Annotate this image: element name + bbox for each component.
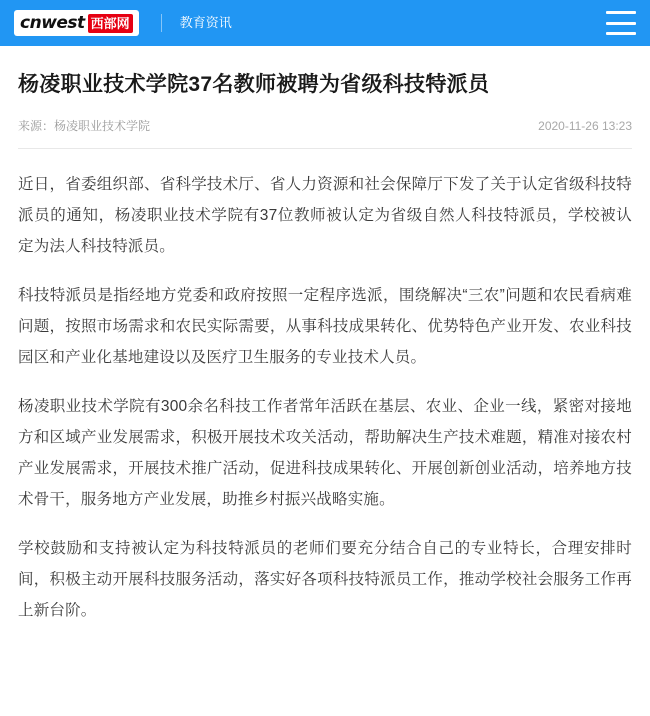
article-date: 2020-11-26 13:23 [538,118,632,133]
channel-label[interactable]: 教育资讯 [161,14,232,32]
article-paragraph: 科技特派员是指经地方党委和政府按照一定程序选派，围绕解决“三农”问题和农民看病难问题，按照市场需求和农民实际需要，从事科技成果转化、优势特色产业开发、农业科技园区和产业化基地建设以及医疗卫生服务的专业技术人员。 [18,287,632,367]
hamburger-menu-icon[interactable] [606,11,636,35]
menu-line-3 [606,32,636,35]
top-navigation-bar [0,0,650,46]
logo-prefix: cn [20,12,42,33]
menu-line-2 [606,22,636,25]
article-paragraph: 学校鼓励和支持被认定为科技特派员的老师们要充分结合自己的专业特长，合理安排时间，积极主动开展科技服务活动，落实好各项科技特派员工作，推动学校社会服务工作再上新台阶。 [18,540,632,620]
site-logo-text [20,12,133,33]
page-title: 杨凌职业技术学院37名教师被聘为省级科技特派员 [18,73,490,96]
menu-line-1 [606,11,636,14]
site-logo[interactable] [14,10,139,36]
article-source: 来源：杨凌职业技术学院 [18,119,151,134]
article-paragraph: 近日，省委组织部、省科学技术厅、省人力资源和社会保障厅下发了关于认定省级科技特派员的通知，杨凌职业技术学院有37位教师被认定为省级自然人科技特派员，学校被认定为法人科技特派员。 [18,176,632,256]
article-container [0,70,650,626]
logo-badge: 西部网 [88,14,133,33]
article-body [18,169,632,626]
article-paragraph: 杨凌职业技术学院有300余名科技工作者常年活跃在基层、农业、企业一线，紧密对接地方和区域产业发展需求，积极开展技术攻关活动，帮助解决生产技术难题，精准对接农村产业发展需求，开展技术推广活动，促进科技成果转化、开展创新创业活动，培养地方技术骨干，服务地方产业发展，助推乡村振兴战略实施。 [18,398,632,509]
logo-mid: west [41,12,85,33]
article-meta [18,117,632,149]
